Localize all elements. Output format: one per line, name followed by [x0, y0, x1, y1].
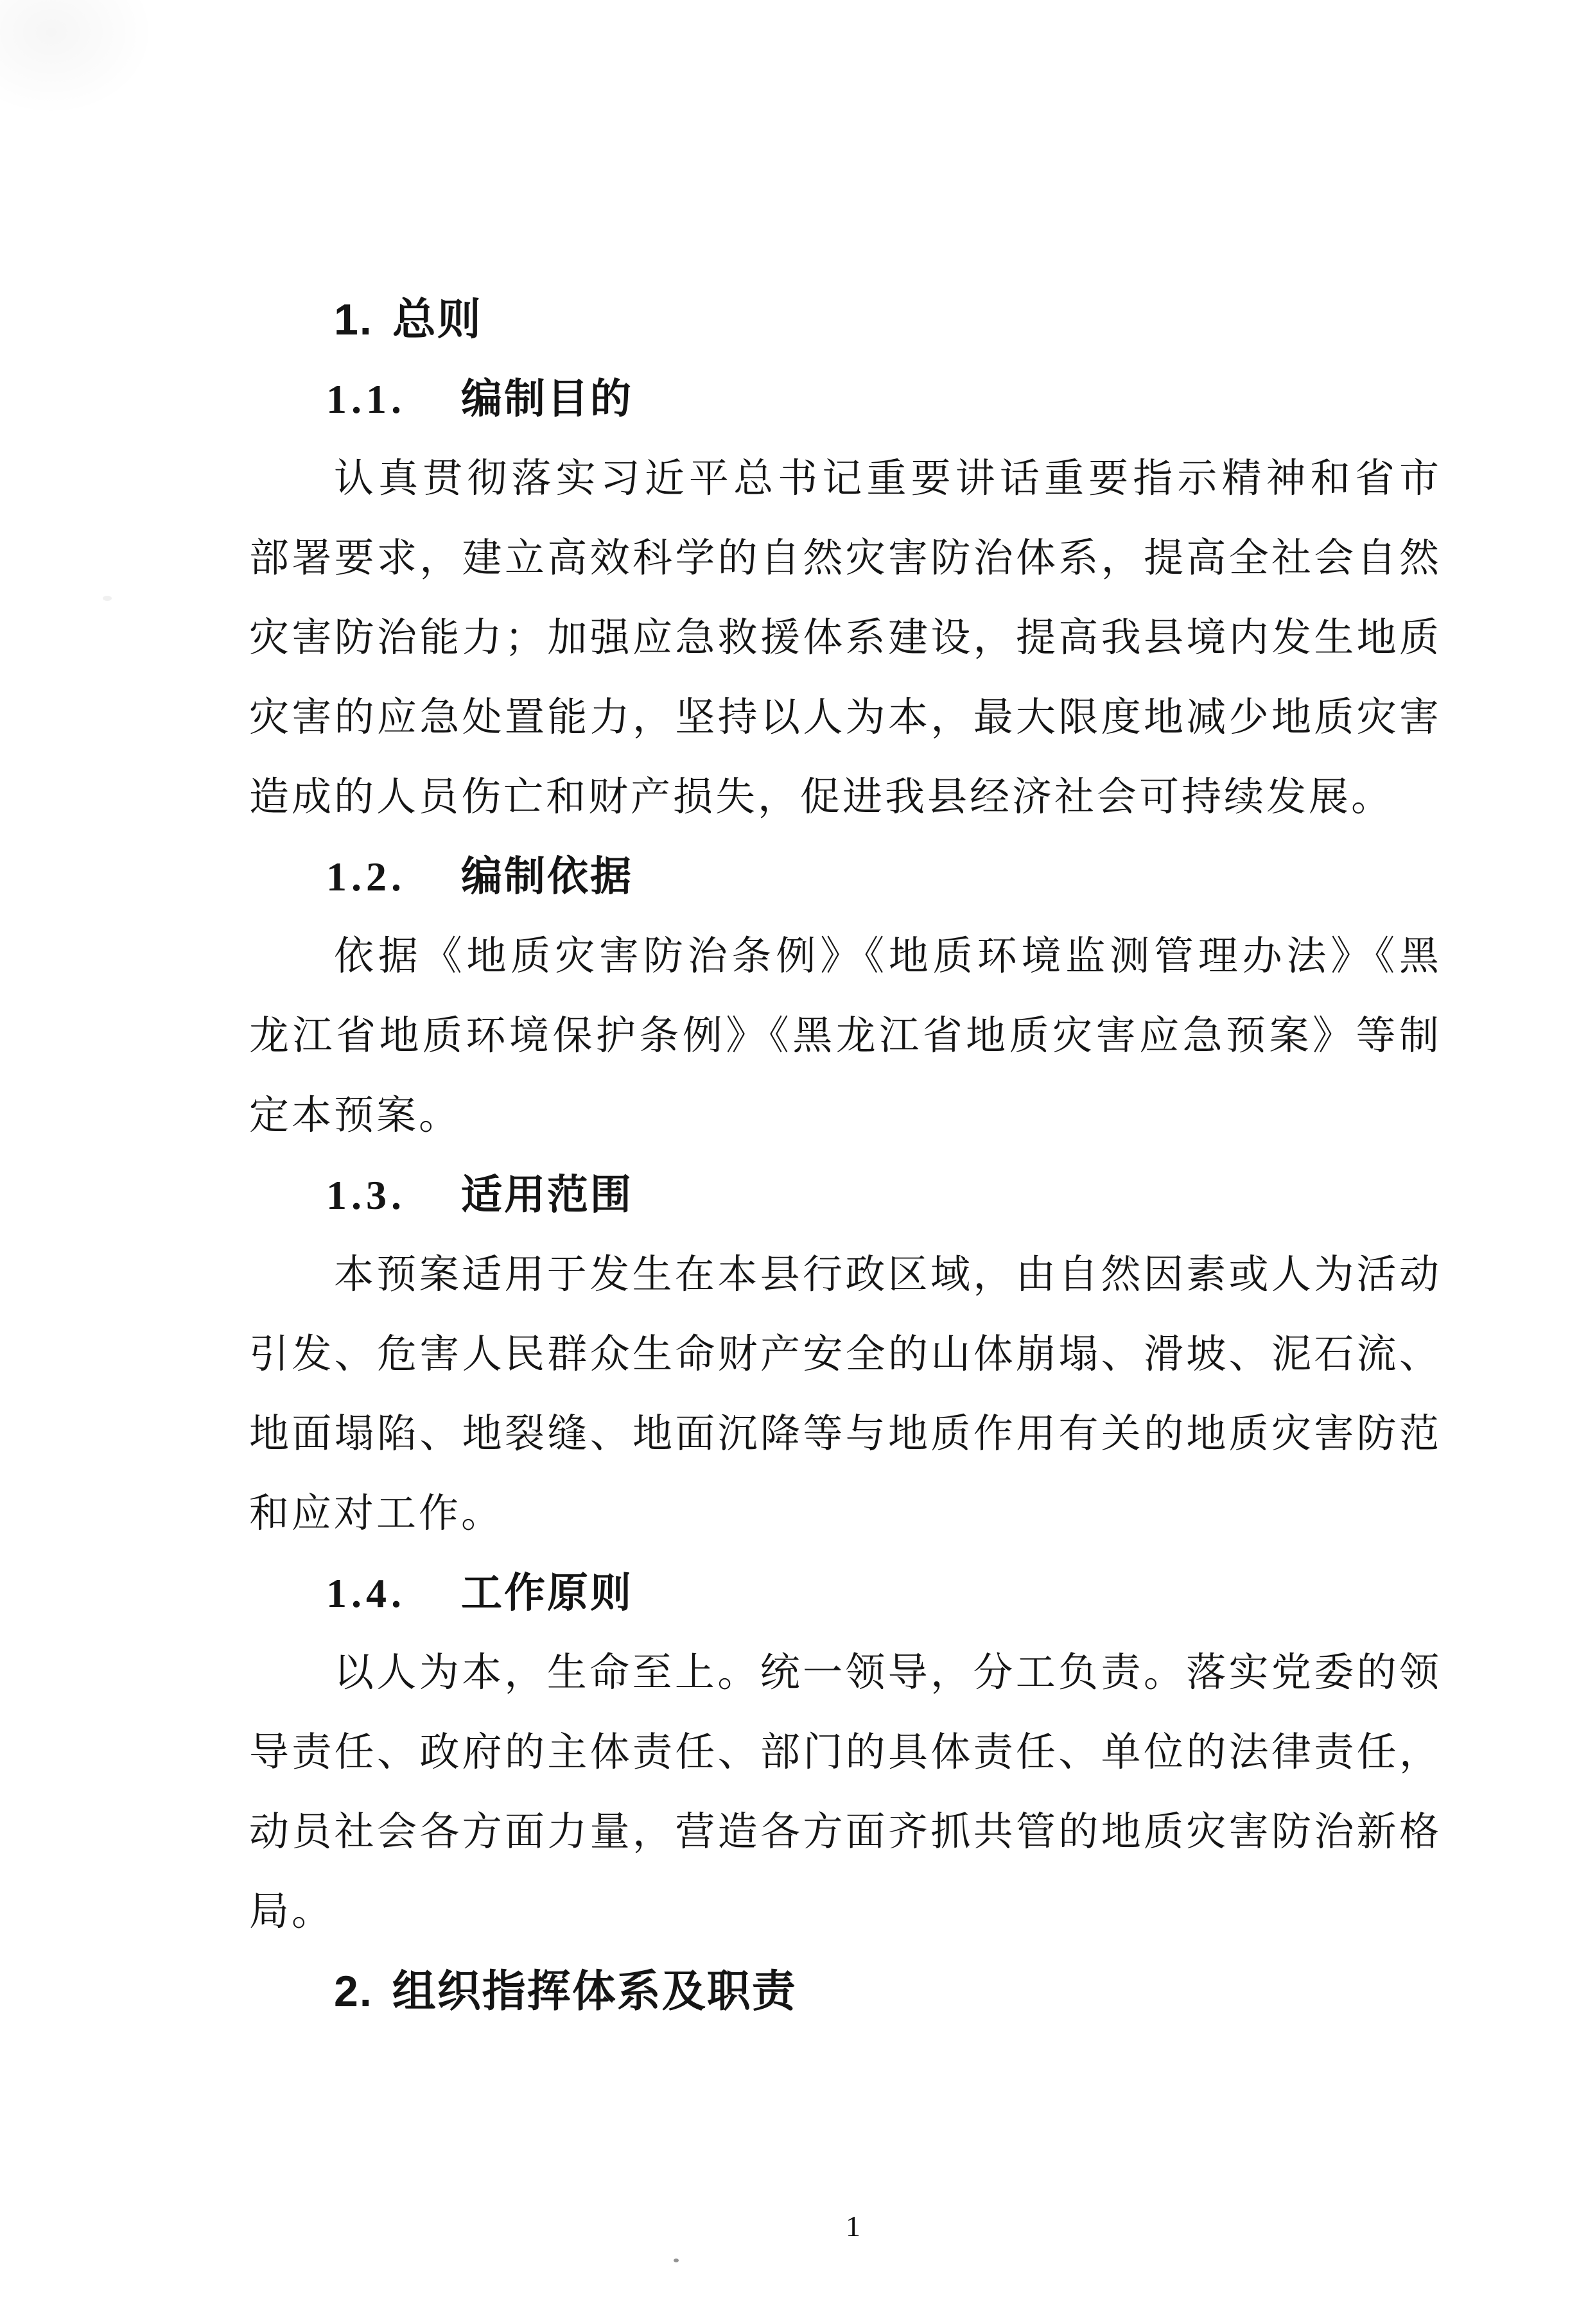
scan-speck [103, 596, 112, 601]
chapter-heading [249, 280, 1442, 360]
scan-shading [0, 0, 154, 116]
section-heading [249, 1554, 1442, 1633]
paragraph-line: 造成的人员伤亡和财产损失，促进我县经济社会可持续发展。 [249, 776, 1394, 819]
document-body [249, 280, 1442, 2031]
paragraph-line: 局。 [249, 1890, 335, 1934]
section-heading [249, 360, 1442, 439]
scan-speck [674, 2259, 679, 2262]
paragraph-line: 动员社会各方面力量，营造各方面齐抓共管的地质灾害防治新格 [249, 1810, 1442, 1854]
heading-number: 1.1. [326, 376, 406, 422]
paragraph-line: 龙江省地质环境保护条例》《黑龙江省地质灾害应急预案》等制 [249, 1014, 1442, 1058]
paragraph-line: 本预案适用于发生在本县行政区域，由自然因素或人为活动 [334, 1253, 1442, 1297]
heading-title: 工作原则 [461, 1570, 633, 1616]
heading-title: 适用范围 [461, 1172, 633, 1218]
heading-number: 1.4. [326, 1570, 406, 1616]
paragraph-line: 认真贯彻落实习近平总书记重要讲话重要指示精神和省市 [334, 457, 1442, 501]
paragraph-line: 依据《地质灾害防治条例》《地质环境监测管理办法》《黑 [334, 935, 1442, 978]
paragraph-line: 灾害的应急处置能力，坚持以人为本，最大限度地减少地质灾害 [249, 696, 1442, 740]
heading-title: 组织指挥体系及职责 [392, 1967, 797, 2016]
heading-number: 1.3. [326, 1172, 406, 1218]
paragraph-line: 部署要求，建立高效科学的自然灾害防治体系，提高全社会自然 [249, 537, 1442, 580]
heading-title: 总则 [392, 295, 482, 344]
paragraph-line: 定本预案。 [249, 1094, 462, 1138]
heading-number: 1. [334, 295, 373, 344]
paragraph-line: 导责任、政府的主体责任、部门的具体责任、单位的法律责任， [249, 1731, 1442, 1774]
section-heading [249, 837, 1442, 917]
heading-number: 1.2. [326, 854, 406, 899]
paragraph-line: 以人为本，生命至上。统一领导，分工负责。落实党委的领 [334, 1651, 1442, 1695]
page-number: 1 [846, 2210, 860, 2242]
paragraph-line: 引发、危害人民群众生命财产安全的山体崩塌、滑坡、泥石流、 [249, 1333, 1442, 1376]
section-heading [249, 1156, 1442, 1235]
heading-title: 编制目的 [461, 376, 633, 422]
paragraph-line: 地面塌陷、地裂缝、地面沉降等与地质作用有关的地质灾害防范 [249, 1412, 1442, 1456]
paragraph-line: 灾害防治能力；加强应急救援体系建设，提高我县境内发生地质 [249, 616, 1442, 660]
heading-title: 编制依据 [461, 854, 633, 899]
paragraph-line: 和应对工作。 [249, 1492, 504, 1536]
heading-number: 2. [334, 1967, 373, 2016]
chapter-heading [249, 1952, 1442, 2031]
page-footer [249, 2212, 1442, 2241]
